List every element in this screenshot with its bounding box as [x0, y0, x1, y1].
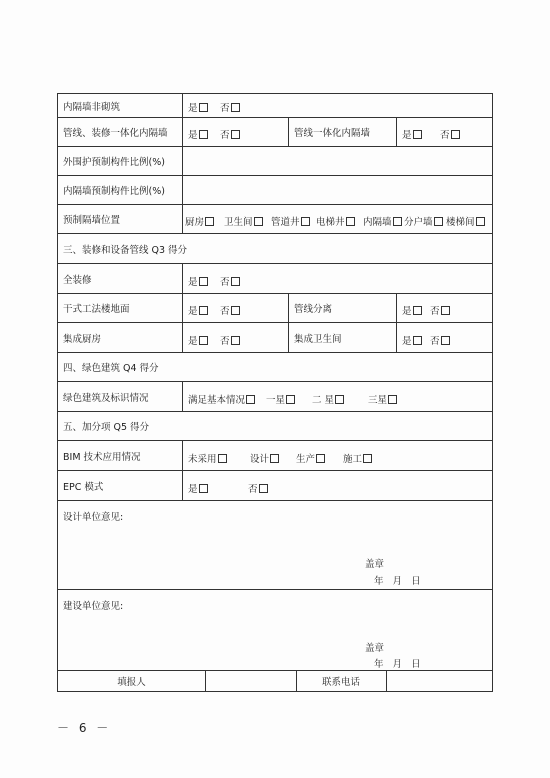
- checkbox-square-icon: [199, 103, 208, 112]
- phone-label: 联系电话: [321, 677, 360, 688]
- checkbox-square-icon: [441, 306, 450, 315]
- date-label: 年 月 日: [374, 659, 421, 670]
- checkbox-yes[interactable]: 是: [402, 303, 422, 317]
- construction-unit-opinion-box[interactable]: [58, 589, 492, 670]
- row-label: 内隔墙预制构件比例(%): [63, 186, 165, 197]
- checkbox-pipe-shaft[interactable]: 管道井: [271, 214, 310, 228]
- row-integrated-partition: [58, 117, 492, 146]
- checkbox-yes[interactable]: 是: [188, 127, 208, 141]
- ratio-input[interactable]: [183, 147, 492, 175]
- checkbox-square-icon: [254, 217, 263, 226]
- checkbox-no[interactable]: 否: [440, 127, 460, 141]
- checkbox-square-icon: [259, 484, 268, 493]
- checkbox-square-icon: [246, 395, 255, 404]
- checkbox-construction[interactable]: 施工: [343, 451, 372, 465]
- checkbox-yes[interactable]: 是: [402, 333, 422, 347]
- reporter-input[interactable]: [206, 671, 296, 691]
- row-integrated-kitchen: [58, 322, 492, 352]
- checkbox-bathroom[interactable]: 卫生间: [224, 214, 263, 228]
- checkbox-unit-wall[interactable]: 分户墙: [404, 214, 443, 228]
- checkbox-two-star[interactable]: 二 星: [312, 392, 344, 406]
- row-partition-prefab-ratio: [58, 175, 492, 204]
- section-title: 三、装修和设备管线 Q3 得分: [63, 244, 188, 256]
- design-unit-opinion-box[interactable]: [58, 500, 492, 589]
- checkbox-inner-partition[interactable]: 内隔墙: [363, 214, 402, 228]
- phone-input[interactable]: [387, 671, 492, 691]
- checkbox-square-icon: [231, 306, 240, 315]
- checkbox-no[interactable]: 否: [220, 127, 240, 141]
- checkbox-square-icon: [413, 130, 422, 139]
- checkbox-basic[interactable]: 满足基本情况: [188, 392, 255, 406]
- section-q5-header: [58, 411, 492, 440]
- checkbox-no[interactable]: 否: [220, 100, 240, 114]
- checkbox-yes[interactable]: 是: [188, 481, 208, 495]
- reporter-label: 填报人: [117, 677, 146, 688]
- checkbox-square-icon: [346, 217, 355, 226]
- checkbox-yes[interactable]: 是: [188, 274, 208, 288]
- seal-label: 盖章: [365, 559, 385, 570]
- row-label: 集成厨房: [63, 333, 102, 345]
- checkbox-no[interactable]: 否: [430, 303, 450, 317]
- checkbox-no[interactable]: 否: [430, 333, 450, 347]
- checkbox-square-icon: [476, 217, 485, 226]
- checkbox-production[interactable]: 生产: [296, 451, 325, 465]
- section-title: 五、加分项 Q5 得分: [63, 422, 150, 433]
- checkbox-yes[interactable]: 是: [188, 303, 208, 317]
- reporter-row: [58, 670, 492, 692]
- checkbox-square-icon: [199, 336, 208, 345]
- row-label: 预制隔墙位置: [63, 215, 121, 226]
- checkbox-square-icon: [199, 277, 208, 286]
- opinion-label: 设计单位意见:: [63, 512, 124, 523]
- row-dry-floor: [58, 293, 492, 322]
- checkbox-square-icon: [413, 336, 422, 345]
- checkbox-not-used[interactable]: 未采用: [188, 451, 227, 465]
- checkbox-square-icon: [393, 217, 402, 226]
- page-number: － 6 －: [57, 721, 112, 735]
- checkbox-square-icon: [335, 395, 344, 404]
- section-title: 四、绿色建筑 Q4 得分: [63, 363, 159, 374]
- checkbox-no[interactable]: 否: [220, 303, 240, 317]
- checkbox-one-star[interactable]: 一星: [266, 392, 295, 406]
- row-label: 内隔墙非砌筑: [63, 101, 121, 113]
- checkbox-kitchen[interactable]: 厨房: [185, 214, 214, 228]
- row-label: 干式工法楼地面: [63, 304, 130, 315]
- evaluation-form: [57, 93, 493, 692]
- checkbox-no[interactable]: 否: [220, 333, 240, 347]
- row-green-building: [58, 381, 492, 411]
- checkbox-square-icon: [301, 217, 310, 226]
- checkbox-yes[interactable]: 是: [188, 333, 208, 347]
- checkbox-square-icon: [231, 277, 240, 286]
- checkbox-square-icon: [413, 306, 422, 315]
- row-label: 管线、装修一体化内隔墙: [63, 128, 168, 139]
- row-bim: [58, 440, 492, 470]
- checkbox-square-icon: [218, 454, 227, 463]
- checkbox-design[interactable]: 设计: [250, 451, 279, 465]
- date-label: 年 月 日: [374, 576, 421, 587]
- checkbox-three-star[interactable]: 三星: [368, 392, 397, 406]
- row-label: EPC 模式: [63, 481, 104, 493]
- row-full-decoration: [58, 263, 492, 293]
- checkbox-square-icon: [199, 484, 208, 493]
- checkbox-square-icon: [441, 336, 450, 345]
- opinion-label: 建设单位意见:: [63, 601, 124, 612]
- checkbox-square-icon: [205, 217, 214, 226]
- checkbox-stairwell[interactable]: 楼梯间: [446, 214, 485, 228]
- checkbox-square-icon: [388, 395, 397, 404]
- checkbox-no[interactable]: 否: [220, 274, 240, 288]
- checkbox-square-icon: [286, 395, 295, 404]
- checkbox-elevator-shaft[interactable]: 电梯井: [316, 214, 355, 228]
- row-label: BIM 技术应用情况: [63, 451, 141, 463]
- section-q4-header: [58, 352, 492, 381]
- checkbox-square-icon: [270, 454, 279, 463]
- row-label: 外围护预制构件比例(%): [63, 157, 165, 168]
- checkbox-square-icon: [434, 217, 443, 226]
- checkbox-square-icon: [199, 130, 208, 139]
- checkbox-no[interactable]: 否: [248, 481, 268, 495]
- row-epc: [58, 470, 492, 500]
- checkbox-square-icon: [451, 130, 460, 139]
- checkbox-square-icon: [363, 454, 372, 463]
- ratio-input[interactable]: [183, 176, 492, 204]
- checkbox-yes[interactable]: 是: [402, 127, 422, 141]
- seal-label: 盖章: [365, 643, 385, 654]
- row-label-secondary: 集成卫生间: [294, 333, 342, 345]
- row-partition-non-masonry: [58, 93, 492, 117]
- checkbox-square-icon: [199, 306, 208, 315]
- row-label-secondary: 管线分离: [294, 304, 333, 315]
- checkbox-square-icon: [231, 336, 240, 345]
- row-facade-prefab-ratio: [58, 146, 492, 175]
- checkbox-square-icon: [316, 454, 325, 463]
- checkbox-yes[interactable]: 是: [188, 100, 208, 114]
- section-q3-header: [58, 233, 492, 263]
- row-label: 绿色建筑及标识情况: [63, 392, 149, 404]
- row-prefab-partition-location: [58, 204, 492, 233]
- row-label-secondary: 管线一体化内隔墙: [294, 128, 371, 139]
- row-label: 全装修: [63, 274, 92, 286]
- checkbox-square-icon: [231, 103, 240, 112]
- checkbox-square-icon: [231, 130, 240, 139]
